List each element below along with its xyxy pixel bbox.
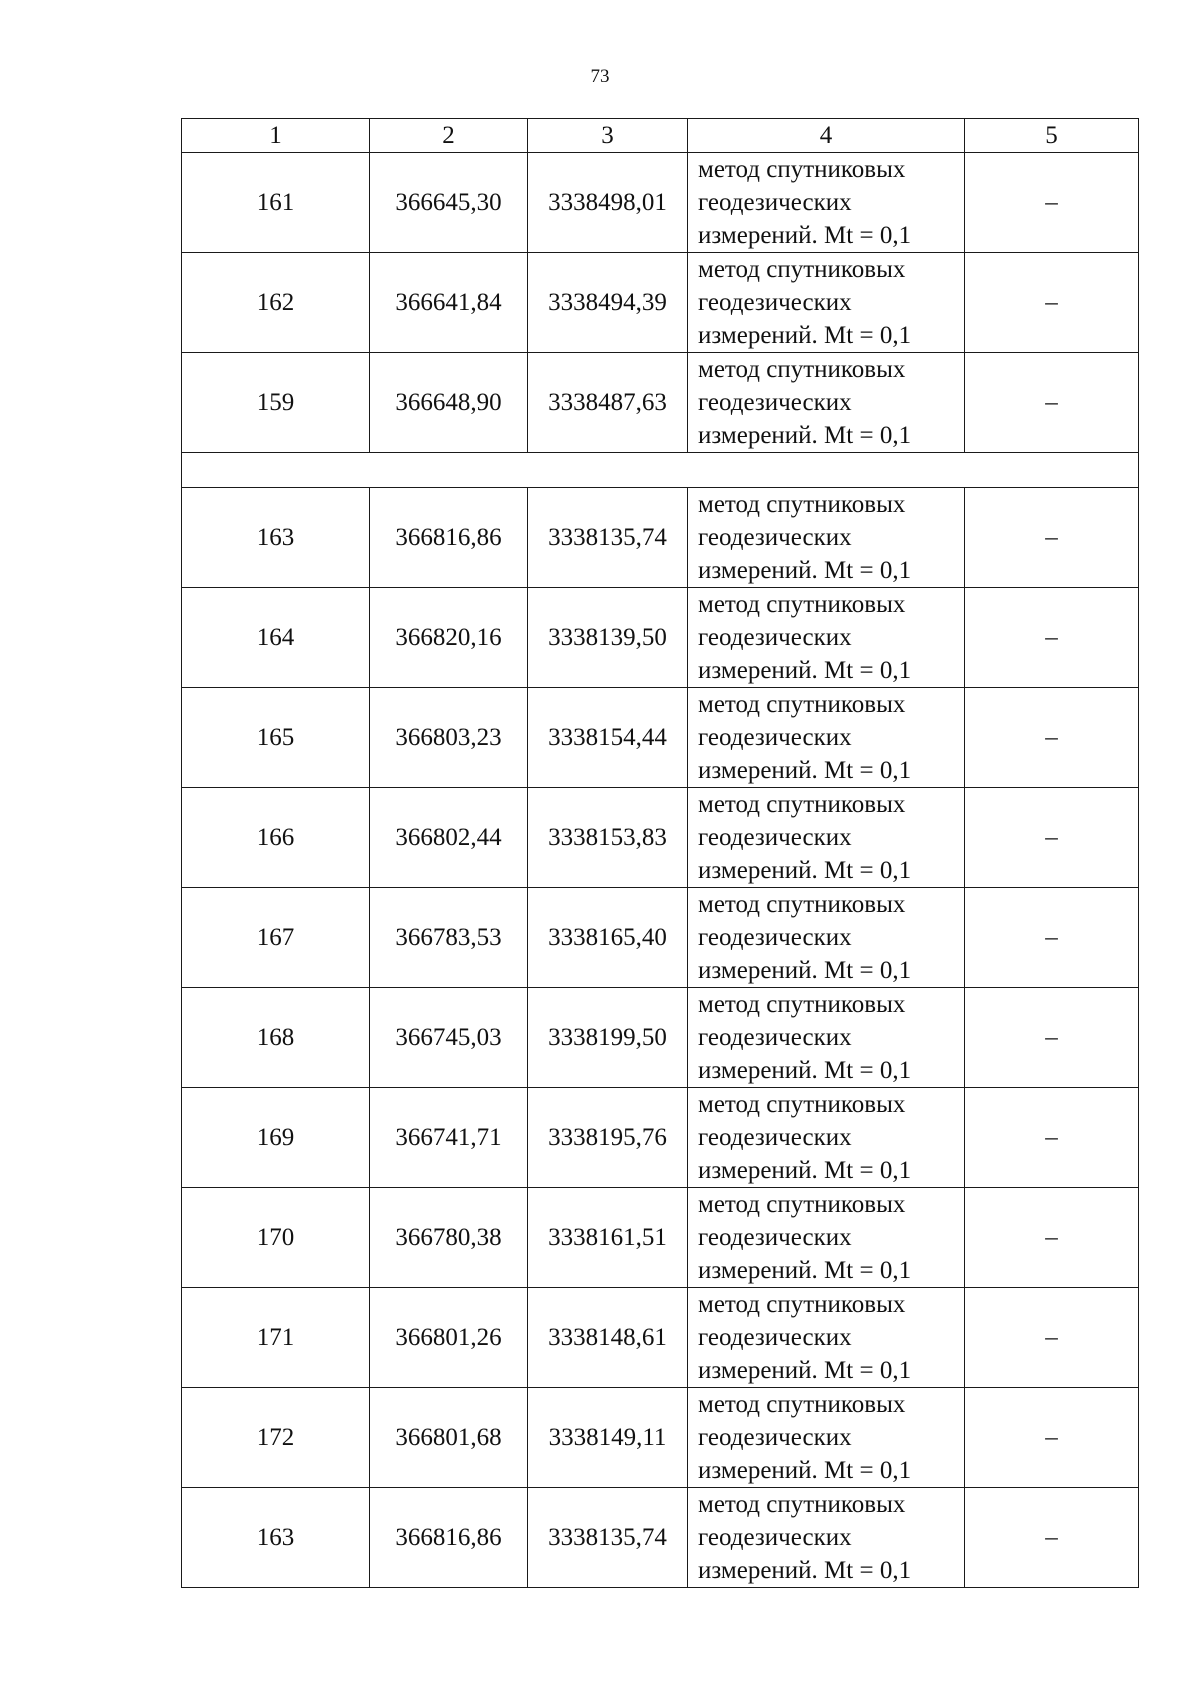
method-line: измерений. Mt = 0,1 xyxy=(698,1057,912,1084)
x-coordinate-cell: 366820,16 xyxy=(370,588,528,688)
header-cell: 3 xyxy=(528,119,688,153)
point-number-cell: 169 xyxy=(182,1088,370,1188)
method-line: геодезических xyxy=(698,1524,852,1551)
method-line: геодезических xyxy=(698,1324,852,1351)
method-cell xyxy=(688,1188,965,1288)
method-cell xyxy=(688,788,965,888)
method-line: измерений. Mt = 0,1 xyxy=(698,557,912,584)
method-cell xyxy=(688,1388,965,1488)
method-line: геодезических xyxy=(698,724,852,751)
method-line: метод спутниковых xyxy=(698,991,906,1018)
table-row xyxy=(182,253,1139,353)
table-row xyxy=(182,1288,1139,1388)
note-cell: – xyxy=(965,153,1139,253)
y-coordinate-cell: 3338154,44 xyxy=(528,688,688,788)
x-coordinate-cell: 366816,86 xyxy=(370,488,528,588)
method-line: метод спутниковых xyxy=(698,791,906,818)
point-number-cell: 162 xyxy=(182,253,370,353)
method-line: измерений. Mt = 0,1 xyxy=(698,222,912,249)
table-header-row xyxy=(182,119,1139,153)
method-cell xyxy=(688,353,965,453)
point-number-cell: 172 xyxy=(182,1388,370,1488)
header-cell: 2 xyxy=(370,119,528,153)
point-number-cell: 167 xyxy=(182,888,370,988)
point-number-cell: 166 xyxy=(182,788,370,888)
method-line: измерений. Mt = 0,1 xyxy=(698,657,912,684)
table-row xyxy=(182,788,1139,888)
method-line: метод спутниковых xyxy=(698,356,906,383)
table-row xyxy=(182,688,1139,788)
method-cell xyxy=(688,253,965,353)
point-number-cell: 165 xyxy=(182,688,370,788)
table-row xyxy=(182,488,1139,588)
header-cell: 5 xyxy=(965,119,1139,153)
method-line: метод спутниковых xyxy=(698,156,906,183)
note-cell: – xyxy=(965,1288,1139,1388)
method-line: геодезических xyxy=(698,289,852,316)
method-line: измерений. Mt = 0,1 xyxy=(698,857,912,884)
y-coordinate-cell: 3338498,01 xyxy=(528,153,688,253)
y-coordinate-cell: 3338195,76 xyxy=(528,1088,688,1188)
y-coordinate-cell: 3338153,83 xyxy=(528,788,688,888)
x-coordinate-cell: 366801,68 xyxy=(370,1388,528,1488)
method-cell xyxy=(688,888,965,988)
x-coordinate-cell: 366816,86 xyxy=(370,1488,528,1588)
y-coordinate-cell: 3338139,50 xyxy=(528,588,688,688)
method-line: измерений. Mt = 0,1 xyxy=(698,422,912,449)
table-row xyxy=(182,1188,1139,1288)
x-coordinate-cell: 366780,38 xyxy=(370,1188,528,1288)
method-line: геодезических xyxy=(698,1424,852,1451)
x-coordinate-cell: 366641,84 xyxy=(370,253,528,353)
table-row xyxy=(182,153,1139,253)
point-number-cell: 163 xyxy=(182,488,370,588)
method-line: метод спутниковых xyxy=(698,1291,906,1318)
method-cell xyxy=(688,688,965,788)
note-cell: – xyxy=(965,788,1139,888)
point-number-cell: 168 xyxy=(182,988,370,1088)
method-line: метод спутниковых xyxy=(698,1191,906,1218)
x-coordinate-cell: 366801,26 xyxy=(370,1288,528,1388)
x-coordinate-cell: 366648,90 xyxy=(370,353,528,453)
point-number-cell: 170 xyxy=(182,1188,370,1288)
method-cell xyxy=(688,1088,965,1188)
method-line: геодезических xyxy=(698,389,852,416)
note-cell: – xyxy=(965,888,1139,988)
method-cell xyxy=(688,1488,965,1588)
x-coordinate-cell: 366645,30 xyxy=(370,153,528,253)
y-coordinate-cell: 3338135,74 xyxy=(528,488,688,588)
page-number: 73 xyxy=(590,66,610,87)
method-cell xyxy=(688,588,965,688)
header-cell: 1 xyxy=(182,119,370,153)
table-row xyxy=(182,588,1139,688)
y-coordinate-cell: 3338135,74 xyxy=(528,1488,688,1588)
coordinates-table xyxy=(181,118,1139,1588)
point-number-cell: 171 xyxy=(182,1288,370,1388)
method-line: геодезических xyxy=(698,624,852,651)
y-coordinate-cell: 3338487,63 xyxy=(528,353,688,453)
table-body xyxy=(182,119,1139,1588)
method-line: измерений. Mt = 0,1 xyxy=(698,1457,912,1484)
y-coordinate-cell: 3338161,51 xyxy=(528,1188,688,1288)
method-line: геодезических xyxy=(698,824,852,851)
note-cell: – xyxy=(965,353,1139,453)
method-line: геодезических xyxy=(698,524,852,551)
method-line: геодезических xyxy=(698,1024,852,1051)
method-line: измерений. Mt = 0,1 xyxy=(698,1557,912,1584)
method-line: метод спутниковых xyxy=(698,1091,906,1118)
x-coordinate-cell: 366745,03 xyxy=(370,988,528,1088)
point-number-cell: 161 xyxy=(182,153,370,253)
table-row xyxy=(182,1488,1139,1588)
note-cell: – xyxy=(965,1188,1139,1288)
point-number-cell: 159 xyxy=(182,353,370,453)
note-cell: – xyxy=(965,688,1139,788)
method-line: метод спутниковых xyxy=(698,256,906,283)
method-cell xyxy=(688,153,965,253)
method-line: измерений. Mt = 0,1 xyxy=(698,1157,912,1184)
note-cell: – xyxy=(965,588,1139,688)
x-coordinate-cell: 366802,44 xyxy=(370,788,528,888)
method-cell xyxy=(688,988,965,1088)
y-coordinate-cell: 3338148,61 xyxy=(528,1288,688,1388)
x-coordinate-cell: 366803,23 xyxy=(370,688,528,788)
x-coordinate-cell: 366783,53 xyxy=(370,888,528,988)
y-coordinate-cell: 3338149,11 xyxy=(528,1388,688,1488)
method-line: метод спутниковых xyxy=(698,591,906,618)
x-coordinate-cell: 366741,71 xyxy=(370,1088,528,1188)
table-row xyxy=(182,353,1139,453)
method-line: метод спутниковых xyxy=(698,491,906,518)
group-separator-cell xyxy=(182,453,1139,488)
point-number-cell: 164 xyxy=(182,588,370,688)
note-cell: – xyxy=(965,1088,1139,1188)
table-row xyxy=(182,1388,1139,1488)
table-row xyxy=(182,988,1139,1088)
method-line: геодезических xyxy=(698,189,852,216)
y-coordinate-cell: 3338199,50 xyxy=(528,988,688,1088)
table-row xyxy=(182,1088,1139,1188)
method-line: метод спутниковых xyxy=(698,891,906,918)
method-line: метод спутниковых xyxy=(698,691,906,718)
note-cell: – xyxy=(965,1488,1139,1588)
method-line: измерений. Mt = 0,1 xyxy=(698,1357,912,1384)
group-separator-row xyxy=(182,453,1139,488)
method-line: геодезических xyxy=(698,1224,852,1251)
method-line: измерений. Mt = 0,1 xyxy=(698,957,912,984)
y-coordinate-cell: 3338165,40 xyxy=(528,888,688,988)
method-line: метод спутниковых xyxy=(698,1391,906,1418)
method-line: измерений. Mt = 0,1 xyxy=(698,1257,912,1284)
method-line: геодезических xyxy=(698,924,852,951)
method-line: измерений. Mt = 0,1 xyxy=(698,322,912,349)
method-line: геодезических xyxy=(698,1124,852,1151)
point-number-cell: 163 xyxy=(182,1488,370,1588)
y-coordinate-cell: 3338494,39 xyxy=(528,253,688,353)
note-cell: – xyxy=(965,488,1139,588)
method-line: метод спутниковых xyxy=(698,1491,906,1518)
method-line: измерений. Mt = 0,1 xyxy=(698,757,912,784)
header-cell: 4 xyxy=(688,119,965,153)
note-cell: – xyxy=(965,253,1139,353)
method-cell xyxy=(688,1288,965,1388)
note-cell: – xyxy=(965,988,1139,1088)
table-row xyxy=(182,888,1139,988)
note-cell: – xyxy=(965,1388,1139,1488)
method-cell xyxy=(688,488,965,588)
